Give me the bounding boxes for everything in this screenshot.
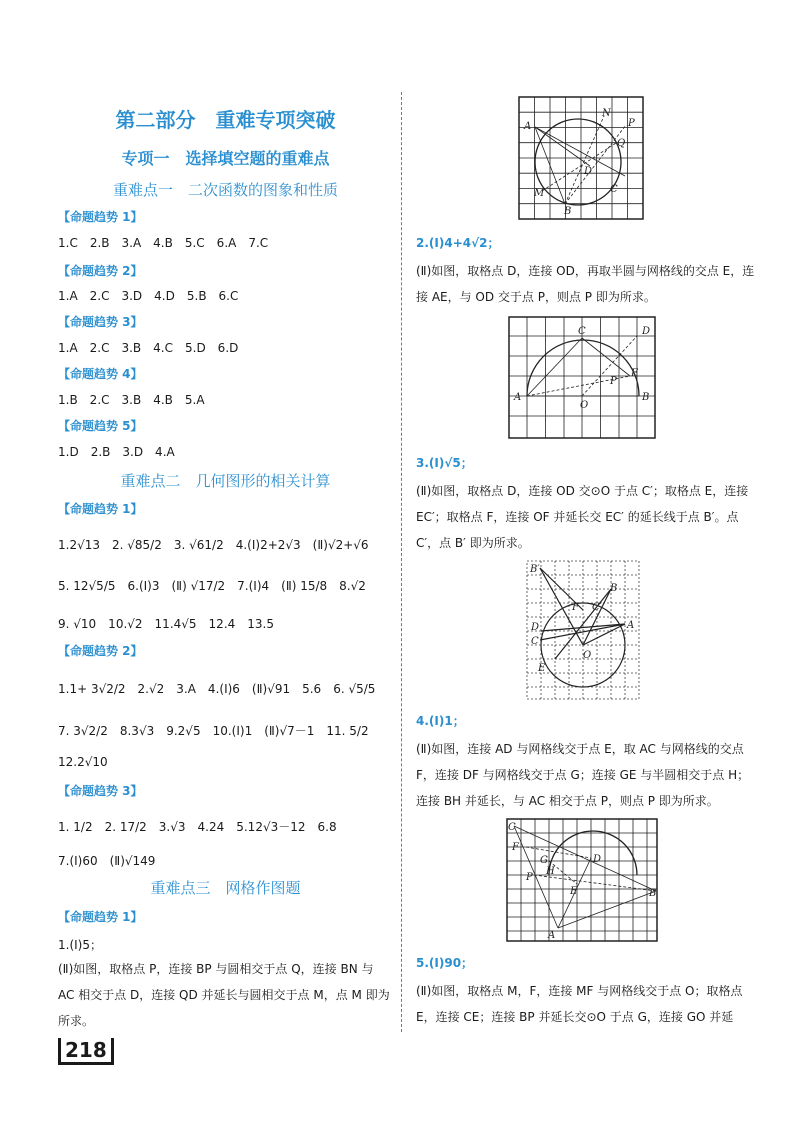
fig-label: D xyxy=(593,854,602,865)
answer-line: 1.C 2.B 3.A 4.B 5.C 6.A 7.C xyxy=(58,236,269,250)
fig-label: N xyxy=(602,108,611,119)
fig-label: E xyxy=(631,368,639,379)
answer-line: 5. 12√5/5 6.(Ⅰ)3 (Ⅱ) √17/2 7.(Ⅰ)4 (Ⅱ) 15/8 8.√2 xyxy=(58,579,366,593)
trend-tag: 【命题趋势 4】 xyxy=(58,367,143,381)
answer-line: 1.A 2.C 3.D 4.D 5.B 6.C xyxy=(58,289,239,303)
figure-2-grid xyxy=(508,316,656,439)
fig-label: M xyxy=(534,188,545,199)
fig-label: D xyxy=(584,166,593,177)
q-text: 4.(Ⅰ)1； xyxy=(416,714,465,728)
fig-label: G xyxy=(540,855,548,866)
point-title-2: 重难点二 几何图形的相关计算 xyxy=(120,472,331,490)
trend-tag: 【命题趋势 3】 xyxy=(58,315,143,329)
answer-line: 1.A 2.C 3.B 4.C 5.D 6.D xyxy=(58,341,239,355)
trend-tag: 【命题趋势 1】 xyxy=(58,910,143,924)
figure-4-grid xyxy=(506,818,658,942)
fig-label: E xyxy=(570,886,578,897)
solution-paragraph: (Ⅱ)如图，取格点 D，连接 OD，再取半圆与网格线的交点 E，连接 AE，与 OD 交于点 P，则点 P 即为所求。 xyxy=(416,264,755,304)
answer-line xyxy=(416,230,756,256)
solution-paragraph: (Ⅱ)如图，取格点 P，连接 BP 与圆相交于点 Q，连接 BN 与 AC 相交于点 D，连接 QD 并延长与圆相交于点 M，点 M 即为所求。 xyxy=(58,962,390,1028)
fig-label: E xyxy=(538,663,546,674)
fig-label: B′ xyxy=(530,564,540,575)
answer-line: 1.D 2.B 3.D 4.A xyxy=(58,445,175,459)
topic-title: 专项一 选择填空题的重难点 xyxy=(121,149,330,168)
fig-label: A xyxy=(524,121,532,132)
fig-label: O xyxy=(583,650,592,661)
solution-paragraph: (Ⅱ)如图，连接 AD 与网格线交于点 E，取 AC 与网格线的交点 F，连接 DF 与网格线交于点 G；连接 GE 与半圆相交于点 H；连接 BH 并延长，与 AC 相交于点 P，则点 P 即为所求。 xyxy=(416,742,750,808)
trend-tag: 【命题趋势 1】 xyxy=(58,210,143,224)
trend-tag: 【命题趋势 5】 xyxy=(58,419,143,433)
fig-label: C xyxy=(610,184,618,195)
fig-label: F xyxy=(572,602,579,613)
trend-tag: 【命题趋势 2】 xyxy=(58,644,143,658)
fig-label: B xyxy=(564,206,572,217)
fig-label: D xyxy=(531,622,540,633)
answer-line: 7. 3√2/2 8.3√3 9.2√5 10.(Ⅰ)1 (Ⅱ)√7－1 11. 5/2 xyxy=(58,724,369,738)
answer-line xyxy=(416,450,756,476)
answer-line: 9. √10 10.√2 11.4√5 12.4 13.5 xyxy=(58,617,274,631)
figure-1-grid xyxy=(518,96,644,220)
answer-line: 1.1+ 3√2/2 2.√2 3.A 4.(Ⅰ)6 (Ⅱ)√91 5.6 6. √5/5 xyxy=(58,682,376,696)
point-title-3: 重难点三 网格作图题 xyxy=(150,879,301,897)
answer-line xyxy=(416,950,756,976)
fig-label: C xyxy=(578,326,586,337)
fig-label: P xyxy=(526,872,533,883)
answer-line xyxy=(416,708,756,734)
answer-line: 1.B 2.C 3.B 4.B 5.A xyxy=(58,393,205,407)
part-title: 第二部分 重难专项突破 xyxy=(115,108,336,132)
fig-label: C xyxy=(531,636,539,647)
fig-label: D xyxy=(642,326,651,337)
fig-label: A xyxy=(548,930,556,941)
answer-line: 1. 1/2 2. 17/2 3.√3 4.24 5.12√3－12 6.8 xyxy=(58,820,337,834)
fig-label: C xyxy=(508,822,516,833)
answer-line: 12.2√10 xyxy=(58,755,108,769)
q-text: 3.(Ⅰ)√5； xyxy=(416,456,473,470)
fig-label: B xyxy=(642,392,650,403)
solution-paragraph: (Ⅱ)如图，取格点 D，连接 OD 交⊙O 于点 C′；取格点 E，连接 EC′；取格点 F，连接 OF 并延长交 EC′ 的延长线于点 B′。点 C′，点 B′ 即为所求。 xyxy=(416,484,749,550)
trend-tag: 【命题趋势 1】 xyxy=(58,502,143,516)
answer-line: 7.(Ⅰ)60 (Ⅱ)√149 xyxy=(58,854,156,868)
fig-label: A xyxy=(514,392,522,403)
page-number-text: 218 xyxy=(58,1038,114,1065)
q-text: 2.(Ⅰ)4+4√2； xyxy=(416,236,500,250)
figure-3-grid xyxy=(526,560,640,700)
point-title-1: 重难点一 二次函数的图象和性质 xyxy=(112,181,338,199)
answer-line: 1.2√13 2. √85/2 3. √61/2 4.(Ⅰ)2+2√3 (Ⅱ)√2+√6 xyxy=(58,538,369,552)
fig-label: B xyxy=(610,583,618,594)
trend-tag: 【命题趋势 2】 xyxy=(58,264,143,278)
fig-label: F xyxy=(512,842,519,853)
fig-label: A xyxy=(627,620,635,631)
fig-label: P xyxy=(628,118,635,129)
fig-label: H xyxy=(546,866,555,877)
fig-label: C′ xyxy=(592,602,602,613)
answer-line: 1.(Ⅰ)5； xyxy=(58,938,102,952)
solution-paragraph: (Ⅱ)如图，取格点 M，F，连接 MF 与网格线交于点 O；取格点 E，连接 CE；连接 BP 并延长交⊙O 于点 G，连接 GO 并延 xyxy=(416,984,743,1024)
fig-label: Q xyxy=(617,138,626,149)
q-text: 5.(Ⅰ)90； xyxy=(416,956,474,970)
column-divider xyxy=(401,92,402,1032)
page-number xyxy=(58,1038,114,1062)
fig-label: B xyxy=(649,888,657,899)
trend-tag: 【命题趋势 3】 xyxy=(58,784,143,798)
fig-label: P xyxy=(610,376,617,387)
fig-label: O xyxy=(580,400,589,411)
